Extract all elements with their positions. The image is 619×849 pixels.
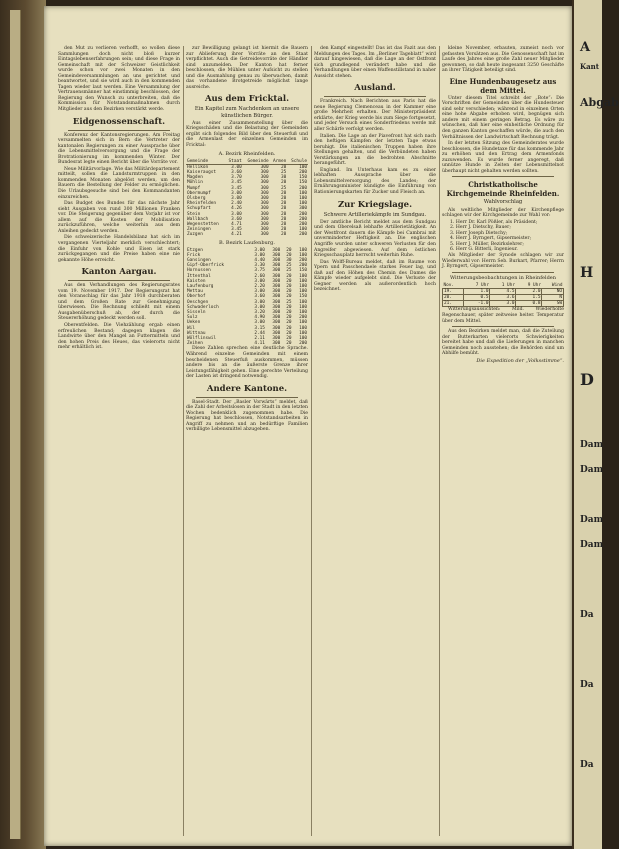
tax-table-a: [186, 159, 308, 238]
list-item: 6. Herr G. Bitterli, Ingenieur.: [450, 247, 518, 253]
table-label: Witterungsbeobachtungen in Rheinfelden: [450, 274, 556, 281]
article-text: den Kampf eingestellt! Das ist das Fazit aus den Meldungen des Tages. Im „Berliner Tageblatt“ wird darauf hingewiesen, daß die Lage an der Ostfront sich grundlegend verändert habe und die Verhandlungen über einen Waffenstillstand in naher Aussicht stehen.: [314, 46, 436, 79]
table-cell: 3.45: [231, 227, 242, 233]
table-cell: 300: [260, 221, 269, 227]
newspaper-page: [44, 6, 572, 846]
table-cell: 25: [286, 299, 292, 305]
table-cell: 1.5: [516, 295, 542, 301]
table-cell: 2.40: [231, 201, 242, 207]
table-header: 1 Uhr: [490, 283, 516, 289]
column-1: [58, 46, 180, 836]
table-cell: 4.71: [231, 221, 242, 227]
section-heading: Ausland.: [354, 83, 396, 94]
table-cell: 200: [299, 221, 307, 227]
list-item: 2. Herr J. Dietschy, Bauer;: [450, 225, 511, 231]
table-cell: 4.90: [254, 315, 265, 321]
table-cell: 300: [272, 252, 281, 258]
table-cell: 3.00: [254, 289, 265, 295]
table-cell: 100: [299, 201, 307, 207]
table-cell: 150: [299, 175, 307, 181]
table-cell: 3.45: [231, 185, 242, 191]
table-cell: Gipf-Oberfrick: [187, 263, 225, 269]
adjacent-fragment: Da: [580, 680, 594, 690]
column-2: [186, 46, 308, 836]
table-cell: 300: [272, 330, 281, 336]
table-cell: Etzgen: [187, 247, 203, 253]
section-subheading: Schwere Artilleriekämpfe im Sundgau.: [323, 211, 427, 218]
article-text: Konferenz der Kantonsregierungen. Am Freitag versammelten sich in Bern die Vertreter der kantonalen Regierungen zu einer Aussprache über die Lebensmittelversorgung und die Frage der Brotrationierung im kommenden Winter. Der Bundesrat legte einen Bericht über die Vorräte vor.: [58, 132, 180, 166]
article-text: Neue Militärvorlage. Wie das Militärdepartement mitteilt, sollen die Landsturmtruppen in den kommenden Monaten abgelöst werden, um den Bauern die Bestellung der Felder zu ermöglichen. Die Urlaubsgesuche sind bei den Kommandanten einzureichen.: [58, 166, 180, 200]
table-cell: 20: [280, 232, 287, 238]
table-cell: 20: [286, 273, 292, 279]
table-cell: 200: [299, 257, 307, 263]
table-cell: 100: [299, 164, 307, 170]
article-text: England. Im Unterhaus kam es zu einer lebhaften Aussprache über die Lebensmittelversorgung des Landes; der Ernährungsminister kündigte die Einführung von Rationierungskarten für Zucker und Fleisch an.: [314, 167, 436, 196]
table-cell: 25: [286, 268, 292, 274]
table-cell: 200: [299, 341, 307, 347]
table-cell: 3.30: [254, 263, 265, 269]
table-cell: 3.60: [231, 216, 242, 222]
table-cell: 20: [280, 221, 287, 227]
table-cell: 100: [299, 195, 307, 201]
table-header: Gemeinde: [243, 159, 270, 165]
table-cell: 20: [286, 320, 292, 326]
article-text: Aus den Verhandlungen des Regierungsrates vom 19. November 1917. Der Regierungsrat hat den Voranschlag für das Jahr 1918 durchberaten und dem Großen Rate zur Genehmigung überwiesen. Die Rechnung schließt mit einem Ausgabenüberschuß ab, der durch die Steuererhöhung gedeckt werden soll.: [58, 283, 180, 322]
table-cell: 300: [260, 201, 269, 207]
table-cell: 300: [272, 304, 281, 310]
table-cell: 20: [286, 289, 292, 295]
candidate-list: [442, 220, 564, 253]
table-cell: 300: [272, 278, 281, 284]
table-cell: 3.00: [254, 320, 265, 326]
table-cell: Wittnau: [187, 330, 206, 336]
article-text: den Mut zu verlieren verhofft, so wollen diese Sammlungen doch nicht bloß kurzer Eintagslebenserfahrungen sein; und diese Frage in Gemeinschaft mit der Schweizer Geistlichkeit wurde schon vor zwei Monaten in den Gemeindeversammlungen an uns gerichtet und beantwortet, und sie wird auch in den kommenden Tagen wieder laut werden. Eine Versammlung der Vertrauensmänner hat einstimmig beschlossen, der Regierung den Wunsch zu unterbreiten, daß die Kommission für Notstandsmaßnahmen durch Mitglieder aus den Bezirken verstärkt werde.: [58, 46, 180, 113]
table-cell: 25: [280, 185, 287, 191]
table-cell: 3.00: [231, 164, 242, 170]
table-cell: 300: [260, 175, 269, 181]
table-cell: Magden: [187, 175, 203, 181]
table-cell: 100: [299, 247, 307, 253]
table-cell: Hornussen: [187, 268, 211, 274]
table-cell: 4.40: [254, 257, 265, 263]
table-cell: Hellikon: [187, 164, 209, 170]
table-cell: 100: [299, 320, 307, 326]
adjacent-fragment: Dam: [580, 465, 604, 475]
article-text: Diese Zahlen sprechen eine deutliche Sprache. Während einzelne Gemeinden mit einem bescheidenen Steuerfuß auskommen, müssen andere bis an die äußerste Grenze ihrer Leistungsfähigkeit gehen. Eine gerechte Verteilung der Lasten ist dringend notwendig.: [186, 346, 308, 380]
table-cell: 3.00: [254, 304, 265, 310]
table-cell: 100: [299, 278, 307, 284]
section-heading: Eidgenossenschaft.: [72, 116, 166, 127]
table-cell: 3.00: [254, 299, 265, 305]
table-cell: Mettau: [187, 289, 203, 295]
table-label: B. Bezirk Laufenburg.: [219, 239, 275, 246]
table-cell: Schupfart: [187, 206, 211, 212]
adjacent-fragment: Dam: [580, 440, 604, 450]
table-cell: 200: [299, 211, 307, 217]
table-cell: 200: [299, 263, 307, 269]
table-cell: 20: [280, 206, 287, 212]
table-cell: 20: [286, 330, 292, 336]
divider: [68, 130, 170, 131]
divider: [196, 397, 298, 398]
table-cell: 300: [260, 185, 269, 191]
table-cell: 100: [299, 190, 307, 196]
section-heading: Christkatholische Kirchgemeinde Rheinfelden.: [446, 180, 560, 199]
table-cell: Zuzgen: [187, 232, 203, 238]
table-cell: 20.: [443, 295, 464, 301]
table-header: Gemeinde: [186, 159, 225, 165]
table-cell: 300: [272, 310, 281, 315]
table-cell: NO: [542, 288, 564, 294]
adjacent-fragment: A: [580, 40, 591, 55]
table-cell: 300: [260, 195, 269, 201]
table-cell: SW: [542, 301, 564, 307]
table-cell: 300: [299, 206, 307, 212]
table-cell: 3.20: [254, 310, 265, 315]
table-header: Armen: [270, 159, 288, 165]
table-cell: 3.00: [231, 195, 242, 201]
article-text: Oberentfelden. Die Viehzählung ergab einen erfreulichen Bestand; dagegen klagen die Landwirte über den Mangel an Futtermitteln und den hohen Preis des Heues, das vielerorts nicht mehr erhältlich ist.: [58, 322, 180, 351]
article-text: Der amtliche Bericht meldet aus dem Sundgau und dem Oberelsaß lebhafte Artillerietätigkeit. An der Westfront dauern die Kämpfe bei Cambrai mit unverminderter Heftigkeit an. Die englischen Angriffe wurden unter schweren Verlusten für den Angreifer abgewiesen. Auf dem östlichen Kriegsschauplatz herrscht weiterhin Ruhe.: [314, 219, 436, 259]
tax-table-b: [186, 248, 308, 347]
table-cell: Wil: [187, 325, 195, 331]
table-cell: 300: [272, 294, 281, 300]
table-cell: 3.00: [231, 190, 242, 196]
table-cell: 2.20: [254, 283, 265, 289]
table-cell: 200: [299, 232, 307, 238]
table-cell: 300: [272, 315, 281, 321]
table-cell: 25: [286, 263, 292, 269]
table-cell: 300: [272, 336, 281, 342]
table-cell: 100: [299, 227, 307, 233]
table-cell: 3.00: [231, 211, 242, 217]
table-cell: 100: [299, 325, 307, 331]
table-cell: 100: [299, 304, 307, 310]
table-cell: 300: [260, 232, 269, 238]
signoff: Die Expedition der „Volksstimme“.: [476, 357, 564, 364]
table-cell: 300: [272, 325, 281, 331]
table-header: Nov.: [443, 283, 464, 289]
table-cell: 300: [272, 263, 281, 269]
table-header: 9 Uhr: [516, 283, 542, 289]
table-cell: 0.5: [464, 295, 490, 301]
table-cell: Kaiseraugst: [187, 169, 217, 175]
table-cell: 300: [260, 227, 269, 233]
table-cell: 20: [280, 216, 287, 222]
table-cell: 3.75: [254, 268, 265, 274]
table-cell: 100: [299, 330, 307, 336]
table-cell: Obermumpf: [187, 190, 211, 196]
adjacent-fragment: Abgab: [580, 96, 619, 109]
table-cell: Oeschgen: [187, 299, 209, 305]
table-cell: 3.00: [254, 252, 265, 258]
table-header: Wind: [542, 283, 564, 289]
table-cell: 300: [260, 216, 269, 222]
table-cell: Wegenstetten: [187, 221, 219, 227]
table-cell: 200: [299, 185, 307, 191]
table-row: [443, 301, 564, 307]
article-text: Witterungsaussichten: Mild. Wiederholte Regenschauer, später zeitweise heiter. Temperatur über dem Mittel.: [442, 307, 564, 324]
list-item: 3. Herr Joseph Dietschy;: [450, 230, 508, 236]
adjacent-fragment: Da: [580, 610, 594, 620]
section-heading: Zur Kriegslage.: [337, 199, 413, 210]
table-cell: 4.21: [231, 232, 242, 238]
table-cell: 150: [299, 268, 307, 274]
article-text: kleine November, erbauten, zumeist noch vor gefassten Vorsätzen aus. Die Genossenschaft hat im Laufe des Jahres eine große Zahl neuer Mitglieder gewonnen, so daß heute insgesamt 3250 Geschäfte an ihrer Tätigkeit beteiligt sind.: [442, 46, 564, 74]
article-text: Frankreich. Nach Berichten aus Paris hat die neue Regierung Clemenceau in der Kammer eine große Mehrheit erhalten. Der Ministerpräsident erklärte, der Krieg werde bis zum Siege fortgesetzt, und jeder Versuch eines Sonderfriedens werde mit aller Schärfe verfolgt werden.: [314, 99, 436, 133]
table-cell: 2.11: [254, 336, 265, 342]
table-cell: 20: [286, 252, 292, 258]
section-heading: Eine Hundenbaugesetz aus dem Mittel.: [449, 76, 557, 95]
table-cell: 300: [272, 289, 281, 295]
table-cell: 3.70: [231, 175, 242, 181]
table-cell: 20: [286, 283, 292, 289]
table-cell: 20: [280, 190, 287, 196]
table-cell: Sisseln: [187, 310, 206, 315]
table-cell: 0.8: [516, 301, 542, 307]
column-3: [314, 46, 436, 836]
table-cell: 30: [280, 175, 287, 181]
table-cell: 19.: [443, 288, 464, 294]
table-cell: Wallbach: [187, 216, 209, 222]
table-cell: Laufenburg: [187, 283, 214, 289]
table-cell: 2.44: [254, 330, 265, 336]
table-cell: 3.0: [490, 301, 516, 307]
table-cell: 300: [272, 320, 281, 326]
table-cell: 300: [272, 247, 281, 253]
table-cell: 3.45: [231, 180, 242, 186]
adjacent-fragment: Kant: [580, 62, 599, 71]
table-cell: 2.0: [516, 288, 542, 294]
table-cell: 300: [272, 273, 281, 279]
adjacent-fragment: D: [580, 370, 594, 389]
table-cell: 30: [286, 257, 292, 263]
table-cell: 3.60: [254, 294, 265, 300]
table-cell: 300: [260, 211, 269, 217]
table-cell: Zeiningen: [187, 227, 211, 233]
table-cell: Gansingen: [187, 257, 211, 263]
divider: [324, 96, 426, 97]
article-text: Basel-Stadt. Der „Basler Vorwärts“ meldet, daß die Zahl der Arbeitslosen in der Stadt in den letzten Wochen bedenklich zugenommen habe. Die Regierung hat beschlossen, Notstandsarbeiten in Angriff zu nehmen und an bedürftige Familien verbilligte Lebensmittel abzugeben.: [186, 399, 308, 433]
article-text: Als weltliche Mitglieder der Kirchenpflege schlagen wir der Kirchgemeinde zur Wahl vor:: [442, 207, 564, 219]
table-cell: Mumpf: [187, 185, 201, 191]
table-cell: 20: [286, 315, 292, 321]
divider: [452, 176, 554, 177]
table-cell: 3.00: [254, 278, 265, 284]
list-item: 4. Herr J. Byrngert, Gipsermeister;: [450, 236, 532, 242]
table-cell: Olsberg: [187, 195, 206, 201]
table-cell: 20: [286, 294, 292, 300]
column-4: [442, 46, 564, 836]
table-cell: 100: [299, 289, 307, 295]
table-cell: 200: [299, 216, 307, 222]
article-text: Als Mitglieder der Synode schlagen wir zur Wiederwahl vor: Herrn Seb. Burkart, Pfarrer; Herrn J. Byrngert, Gipsermeister.: [442, 252, 565, 270]
table-cell: Ittenthal: [187, 273, 211, 279]
left-page-edge: [10, 10, 21, 839]
table-cell: 150: [299, 294, 307, 300]
adjacent-fragment: H: [580, 265, 594, 281]
table-header: Schule: [287, 159, 308, 165]
article-text: Aus einer Zusammenstellung über die Kriegsschäden und die Belastung der Gemeinden ergibt sich folgendes Bild über den Steuerfuß und die Armenlast der einzelnen Gemeinden im Fricktal:: [186, 120, 308, 148]
table-cell: 20: [280, 195, 287, 201]
table-cell: Kaisten: [187, 278, 206, 284]
adjacent-page: [572, 0, 619, 849]
table-cell: 300: [272, 341, 281, 347]
table-cell: 300: [272, 257, 281, 263]
section-heading: Andere Kantone.: [206, 383, 288, 394]
article-text: In der letzten Sitzung des Gemeinderates wurde beschlossen, die Hundetaxe für das kommende Jahr zu erhöhen und den Ertrag dem Armenfonds zuzuwenden. Es wurde ferner angeregt, daß unnütze Hunde in Zeiten der Lebensmittelnot überhaupt nicht gehalten werden sollten.: [442, 141, 564, 174]
table-cell: 3.15: [254, 325, 265, 331]
table-cell: 200: [299, 169, 307, 175]
table-cell: 300: [260, 180, 269, 186]
section-heading: Aus dem Fricktal.: [204, 94, 290, 105]
table-cell: 300: [260, 169, 269, 175]
divider: [452, 272, 554, 273]
adjacent-fragment: Dam: [580, 540, 604, 550]
column-rule: [183, 46, 184, 836]
weather-table: [442, 283, 564, 308]
adjacent-fragment: Da: [580, 760, 594, 770]
table-cell: 20: [286, 325, 292, 331]
table-cell: 20: [286, 310, 292, 315]
table-cell: 100: [299, 336, 307, 342]
table-cell: Wölflinswil: [187, 336, 217, 342]
table-cell: Möhlin: [187, 180, 203, 186]
table-cell: 100: [299, 252, 307, 258]
article-text: Das Budget des Bundes für das nächste Jahr sieht Ausgaben von rund 300 Millionen Franken vor. Die Steigerung gegenüber dem Vorjahr ist vor allem auf die Kosten der Mobilisation zurückzuführen, welche weiterhin aus dem Anleihen gedeckt werden.: [58, 201, 180, 234]
divider: [452, 326, 554, 327]
table-cell: 3.00: [254, 247, 265, 253]
table-cell: 20: [280, 164, 287, 170]
table-cell: 100: [299, 283, 307, 289]
table-cell: 4.5: [490, 288, 516, 294]
table-cell: Ueken: [187, 320, 201, 326]
table-cell: 2.60: [254, 273, 265, 279]
table-cell: 4.11: [254, 341, 265, 347]
table-cell: -1.0: [464, 301, 490, 307]
article-text: Das Wolff-Bureau meldet, daß im Raume von Ypern und Passchendaele starkes Feuer lag, und daß auf den Höhen des Chemin des Dames die Kämpfe wieder aufgelebt sind. Die Verluste der Gegner werden als außerordentlich hoch bezeichnet.: [314, 259, 436, 293]
table-cell: Stein: [187, 211, 201, 217]
divider: [68, 280, 170, 281]
table-cell: Schwaderloch: [187, 304, 219, 310]
table-cell: 20: [286, 247, 292, 253]
section-subheading: Wahlvorschlag: [483, 199, 523, 206]
table-cell: 20: [286, 278, 292, 284]
table-header: Staat: [225, 159, 243, 165]
table-cell: 20: [280, 211, 287, 217]
table-cell: 21.: [443, 301, 464, 307]
table-cell: 300: [272, 299, 281, 305]
table-cell: 3.6: [490, 295, 516, 301]
table-cell: Rheinfelden: [187, 201, 217, 207]
table-cell: 150: [299, 180, 307, 186]
table-cell: 100: [299, 310, 307, 315]
article-text: Italien. Die Lage an der Piavefront hat sich nach den heftigen Kämpfen der letzten Tage etwas beruhigt. Die italienischen Truppen haben ihre Stellungen gehalten, und die Verbündeten haben Verstärkungen an die bedrohten Abschnitte herangeführt.: [314, 133, 436, 167]
table-cell: 100: [299, 299, 307, 305]
table-cell: 25: [280, 169, 287, 175]
table-cell: 300: [260, 164, 269, 170]
table-cell: 3.60: [231, 169, 242, 175]
table-cell: Sulz: [187, 315, 198, 321]
article-text: Aus den Bezirken meldet man, daß die Zuteilung der Butterkarten vielerorts Schwierigkeiten bereitet habe und daß die Lieferungen in manchen Gemeinden noch ausstehen; die Behörden sind um Abhilfe bemüht.: [442, 329, 564, 357]
table-cell: 300: [260, 190, 269, 196]
book-binding: [0, 0, 46, 849]
section-subheading: Ein Kapitel zum Nachdenken an unsere künstlichen Bürger.: [194, 106, 300, 119]
section-heading: Kanton Aargau.: [81, 267, 157, 278]
table-cell: 20: [280, 227, 287, 233]
article-text: Unter diesem Titel schreibt der „Bote“: Die Vorschriften der Gemeinden über die Hundesteuer sind sehr verschieden; während in einzelnen Orten eine hohe Abgabe erhoben wird, begnügen sich andere mit einem geringen Betrag. Es wäre zu wünschen, daß hier eine einheitliche Ordnung für den ganzen Kanton geschaffen würde, die auch den Verhältnissen der Landwirtschaft Rechnung trägt.: [442, 95, 564, 140]
table-cell: Oberhof: [187, 294, 206, 300]
column-rule: [311, 46, 312, 836]
table-label: A. Bezirk Rheinfelden.: [218, 150, 276, 157]
table-cell: Frick: [187, 252, 201, 258]
table-cell: 20: [286, 336, 292, 342]
table-cell: 1.0: [464, 288, 490, 294]
adjacent-fragment: Dam: [580, 515, 604, 525]
table-cell: 20: [286, 341, 292, 347]
table-cell: 200: [299, 315, 307, 321]
table-cell: 300: [272, 268, 281, 274]
table-cell: 20: [286, 304, 292, 310]
list-item: 1. Herr Dr. Karl Pößler, als Präsident;: [450, 219, 538, 225]
list-item: 5. Herr J. Müller, Bezirkslehrer;: [450, 241, 524, 247]
table-cell: 20: [280, 180, 287, 186]
table-cell: 20: [280, 201, 287, 207]
table-cell: 4.26: [231, 206, 242, 212]
table-cell: 300: [272, 283, 281, 289]
table-cell: 100: [299, 273, 307, 279]
column-rule: [439, 46, 440, 836]
article-text: zur Bewilligung gelangt ist hiermit die Bauern zur Ablieferung ihrer Vorräte an den Staat verpflichtet. Auch die Getreidevorräte der Händler sind anzumelden. Der Kanton hat ferner beschlossen, die Mühlen unter Aufsicht zu stellen und die Ausmahlung genau zu überwachen, damit das vorhandene Brotgetreide möglichst lange ausreiche.: [186, 46, 308, 90]
table-cell: Zeihen: [187, 341, 203, 347]
table-cell: 300: [260, 206, 269, 212]
table-header: 7 Uhr: [464, 283, 490, 289]
table-cell: N: [542, 295, 564, 301]
article-text: Die schweizerische Handelsbilanz hat sich im vergangenen Vierteljahr merklich verschlechtert; die Einfuhr von Kohle und Eisen ist stark zurückgegangen und die Preise haben eine nie gekannte Höhe erreicht.: [58, 235, 180, 263]
table-row: [186, 232, 308, 237]
